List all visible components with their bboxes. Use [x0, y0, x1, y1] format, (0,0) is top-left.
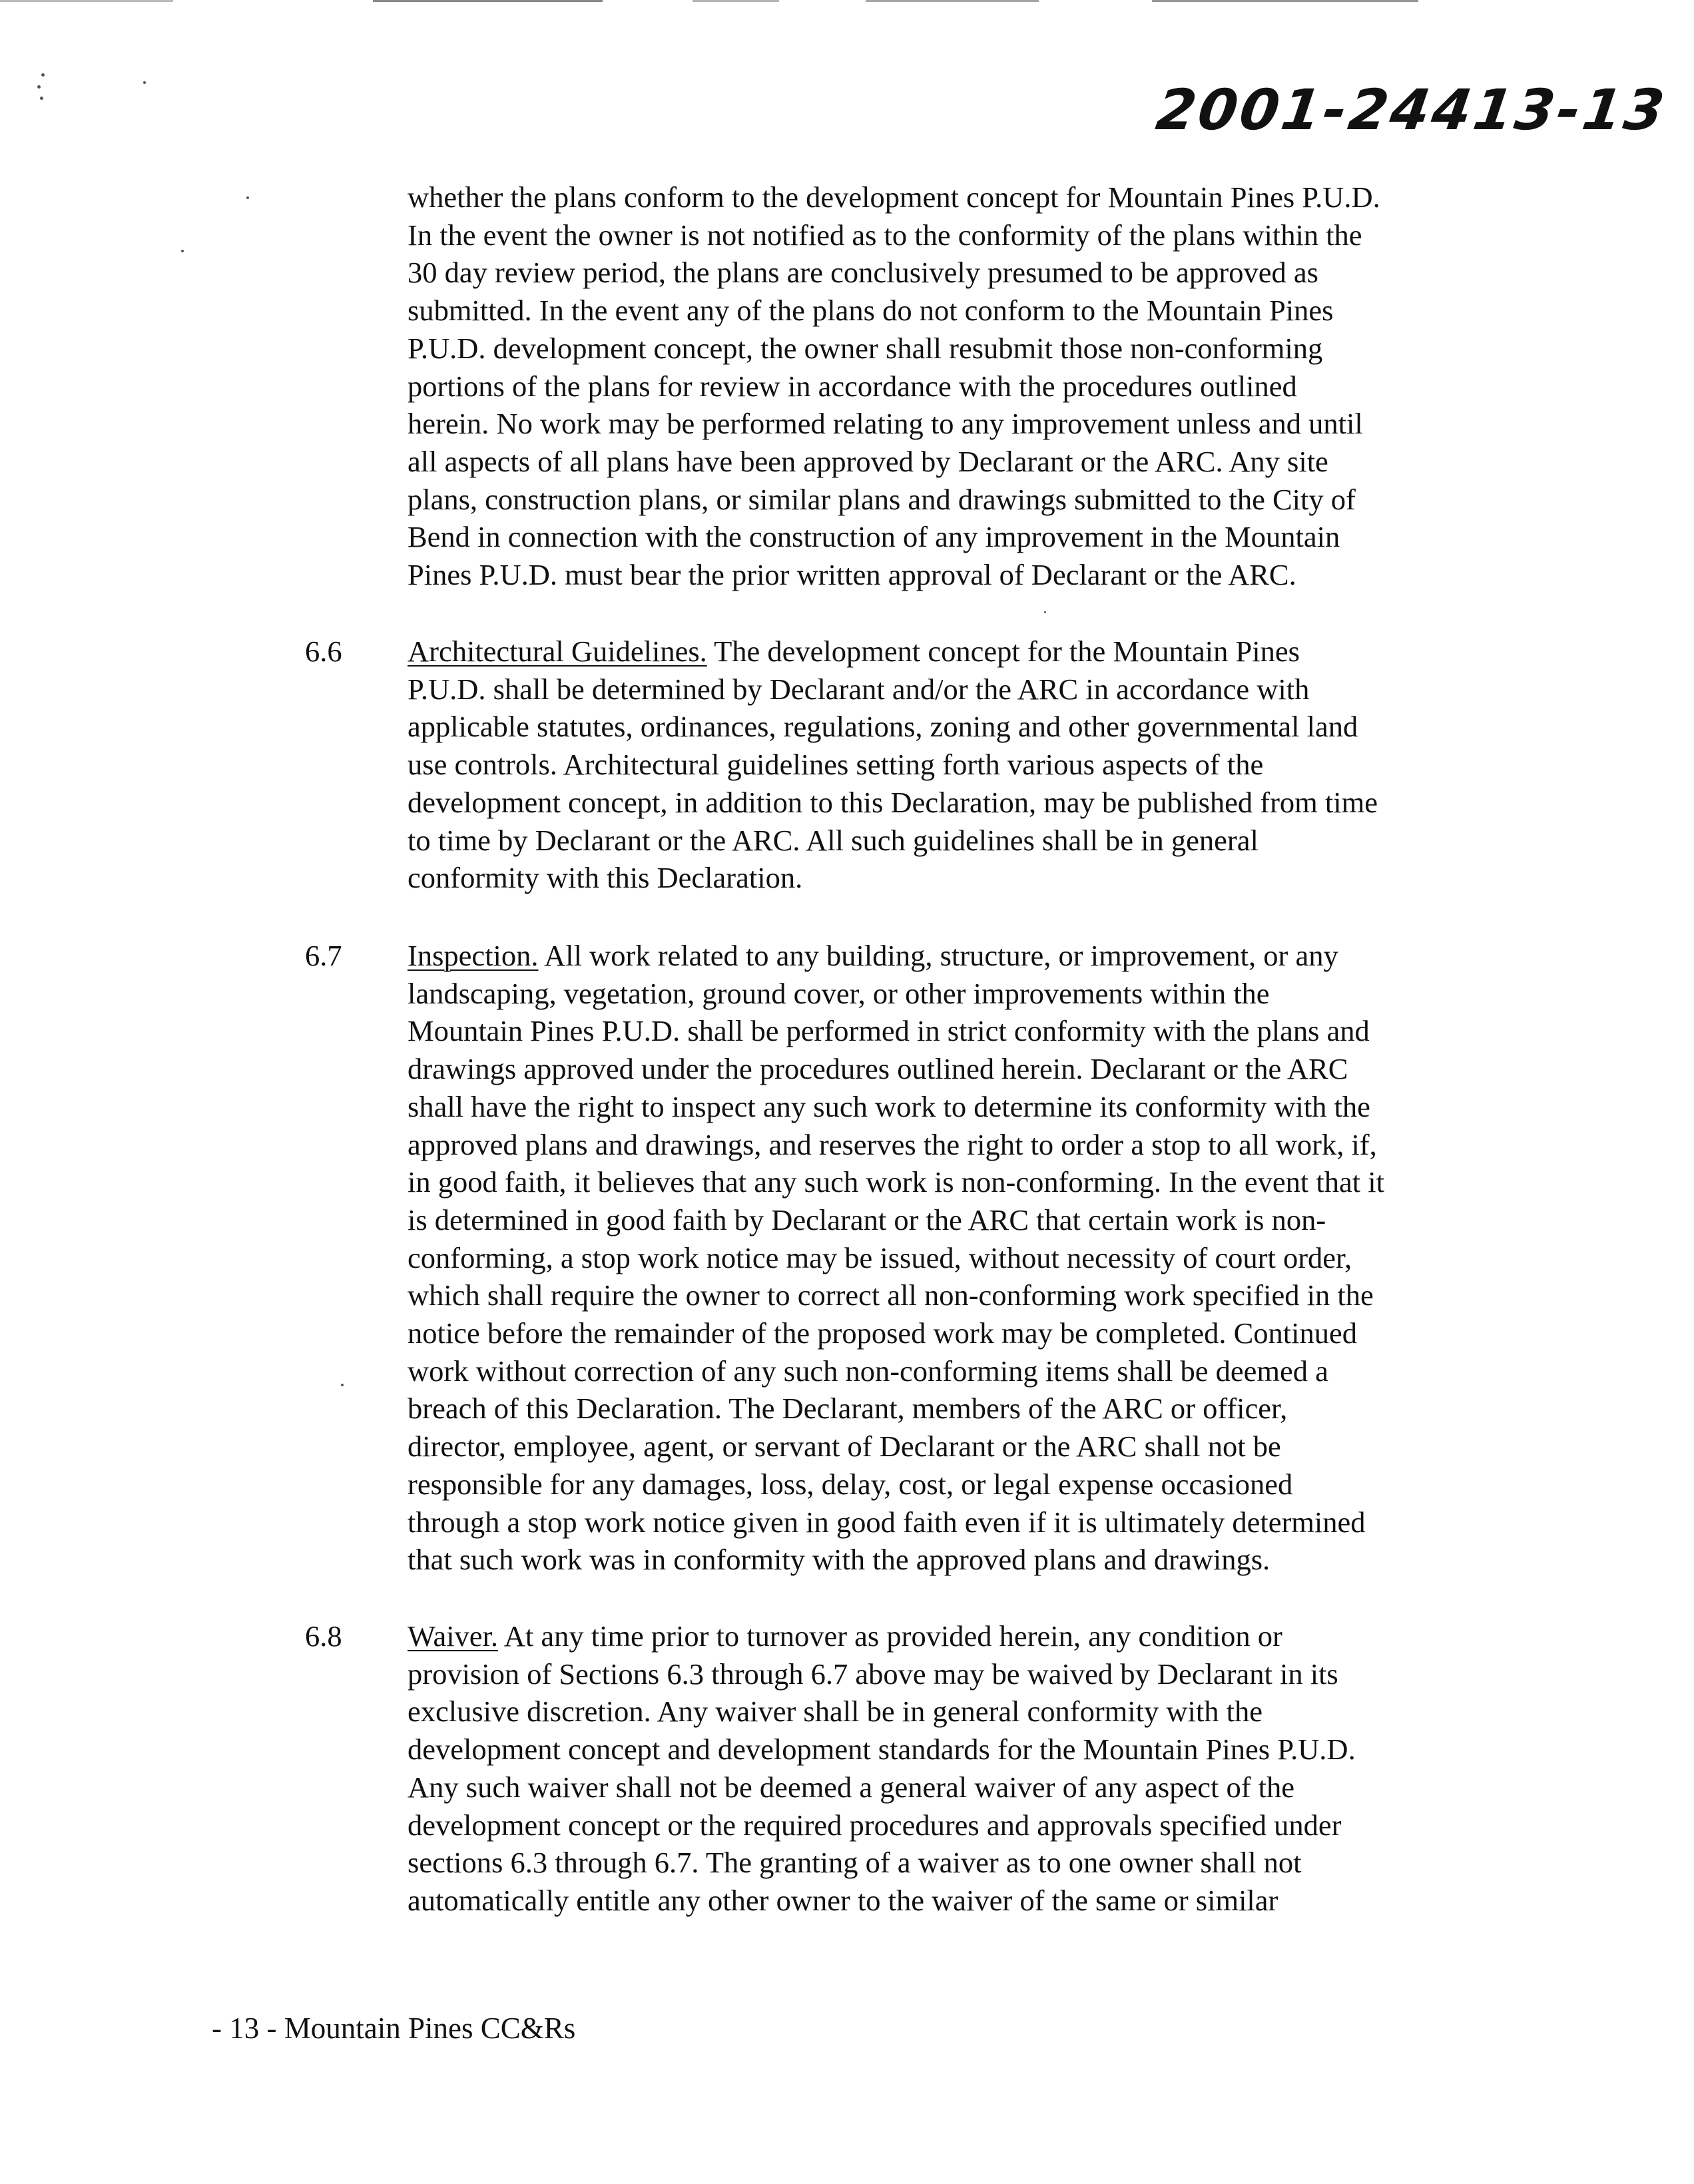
section-body	[408, 633, 1378, 897]
text-line: landscaping, vegetation, ground cover, or other improvements within the	[408, 976, 1270, 1010]
scan-speck	[41, 73, 45, 77]
scan-speck	[37, 85, 41, 89]
section-first-line	[408, 633, 1378, 671]
section-first-line-text: The development concept for the Mountain Pines	[706, 635, 1300, 668]
section-heading: Inspection.	[408, 939, 539, 972]
text-line: applicable statutes, ordinances, regulations, zoning and other governmental land	[408, 710, 1358, 744]
scan-speck	[246, 196, 249, 199]
text-line: Any such waiver shall not be deemed a general waiver of any aspect of the	[408, 1770, 1295, 1804]
scan-artifact	[1152, 0, 1418, 2]
text-line: notice before the remainder of the proposed work may be completed. Continued	[408, 1316, 1357, 1350]
text-line: Pines P.U.D. must bear the prior written approval of Declarant or the ARC.	[408, 558, 1296, 592]
text-line: use controls. Architectural guidelines setting forth various aspects of the	[408, 748, 1264, 782]
text-line: through a stop work notice given in good faith even if it is ultimately determined	[408, 1505, 1366, 1539]
section-body	[408, 1617, 1356, 1920]
intro-paragraph	[408, 178, 1380, 594]
section-heading: Waiver.	[408, 1619, 499, 1653]
recording-number-text: 2001-24413-13	[1152, 77, 1671, 142]
scan-speck	[40, 97, 43, 100]
scan-speck	[1044, 611, 1046, 613]
section-first-line-text: All work related to any building, structure, or improvement, or any	[538, 939, 1338, 972]
text-line: conformity with this Declaration.	[408, 861, 803, 895]
text-line: 30 day review period, the plans are conclusively presumed to be approved as	[408, 256, 1318, 290]
text-line: automatically entitle any other owner to the waiver of the same or similar	[408, 1883, 1278, 1917]
section-first-line-text: At any time prior to turnover as provided herein, any condition or	[498, 1619, 1282, 1653]
section-number: 6.7	[305, 939, 342, 972]
section-body	[408, 937, 1384, 1579]
text-line: approved plans and drawings, and reserves the right to order a stop to all work, if,	[408, 1127, 1377, 1161]
text-line: is determined in good faith by Declarant or the ARC that certain work is non-	[408, 1203, 1326, 1236]
text-line: portions of the plans for review in accordance with the procedures outlined	[408, 369, 1297, 403]
scan-artifact	[0, 0, 173, 2]
section-lines	[408, 671, 1378, 897]
section-heading: Architectural Guidelines.	[408, 635, 707, 668]
section-first-line	[408, 1617, 1356, 1655]
text-line: P.U.D. shall be determined by Declarant and/or the ARC in accordance with	[408, 672, 1310, 706]
text-line: development concept or the required procedures and approvals specified under	[408, 1808, 1342, 1842]
scan-artifact	[866, 0, 1039, 2]
text-line: to time by Declarant or the ARC. All such guidelines shall be in general	[408, 823, 1259, 857]
text-line: drawings approved under the procedures outlined herein. Declarant or the ARC	[408, 1052, 1348, 1086]
text-line: conforming, a stop work notice may be issued, without necessity of court order,	[408, 1240, 1352, 1274]
text-line: In the event the owner is not notified as to the conformity of the plans within the	[408, 218, 1362, 252]
section-lines	[408, 975, 1384, 1579]
text-line: work without correction of any such non-conforming items shall be deemed a	[408, 1354, 1328, 1388]
text-line: herein. No work may be performed relating to any improvement unless and until	[408, 407, 1363, 441]
text-line: P.U.D. development concept, the owner shall resubmit those non-conforming	[408, 331, 1323, 365]
text-line: breach of this Declaration. The Declarant, members of the ARC or officer,	[408, 1392, 1288, 1426]
section-number: 6.8	[305, 1619, 342, 1653]
text-line: development concept, in addition to this Declaration, may be published from time	[408, 785, 1378, 819]
text-line: development concept and development standards for the Mountain Pines P.U.D.	[408, 1733, 1356, 1767]
text-line: in good faith, it believes that any such work is non-conforming. In the event that it	[408, 1165, 1384, 1199]
text-line: Mountain Pines P.U.D. shall be performed in strict conformity with the plans and	[408, 1014, 1370, 1048]
handwritten-recording-number	[1152, 75, 1671, 148]
text-line: Bend in connection with the construction of any improvement in the Mountain	[408, 520, 1340, 554]
text-line: all aspects of all plans have been approved by Declarant or the ARC. Any site	[408, 444, 1328, 478]
text-line: director, employee, agent, or servant of Declarant or the ARC shall not be	[408, 1430, 1281, 1464]
scan-artifact	[373, 0, 603, 2]
text-line: plans, construction plans, or similar plans and drawings submitted to the City of	[408, 482, 1356, 516]
text-line: that such work was in conformity with the approved plans and drawings.	[408, 1543, 1270, 1577]
text-line: provision of Sections 6.3 through 6.7 above may be waived by Declarant in its	[408, 1657, 1338, 1691]
scan-speck	[181, 250, 184, 252]
page-footer: - 13 - Mountain Pines CC&Rs	[212, 2012, 576, 2045]
text-line: shall have the right to inspect any such work to determine its conformity with the	[408, 1089, 1370, 1123]
scan-speck	[143, 81, 146, 84]
scan-speck	[341, 1384, 344, 1386]
scan-artifact	[693, 0, 779, 2]
text-line: sections 6.3 through 6.7. The granting of a waiver as to one owner shall not	[408, 1846, 1302, 1880]
section-number: 6.6	[305, 635, 342, 668]
section-first-line	[408, 937, 1384, 975]
text-line: whether the plans conform to the development concept for Mountain Pines P.U.D.	[408, 180, 1380, 214]
text-line: responsible for any damages, loss, delay, cost, or legal expense occasioned	[408, 1467, 1293, 1501]
section-lines	[408, 1655, 1356, 1920]
text-line: submitted. In the event any of the plans do not conform to the Mountain Pines	[408, 294, 1334, 328]
text-line: exclusive discretion. Any waiver shall be in general conformity with the	[408, 1695, 1263, 1729]
text-line: which shall require the owner to correct all non-conforming work specified in the	[408, 1278, 1374, 1312]
